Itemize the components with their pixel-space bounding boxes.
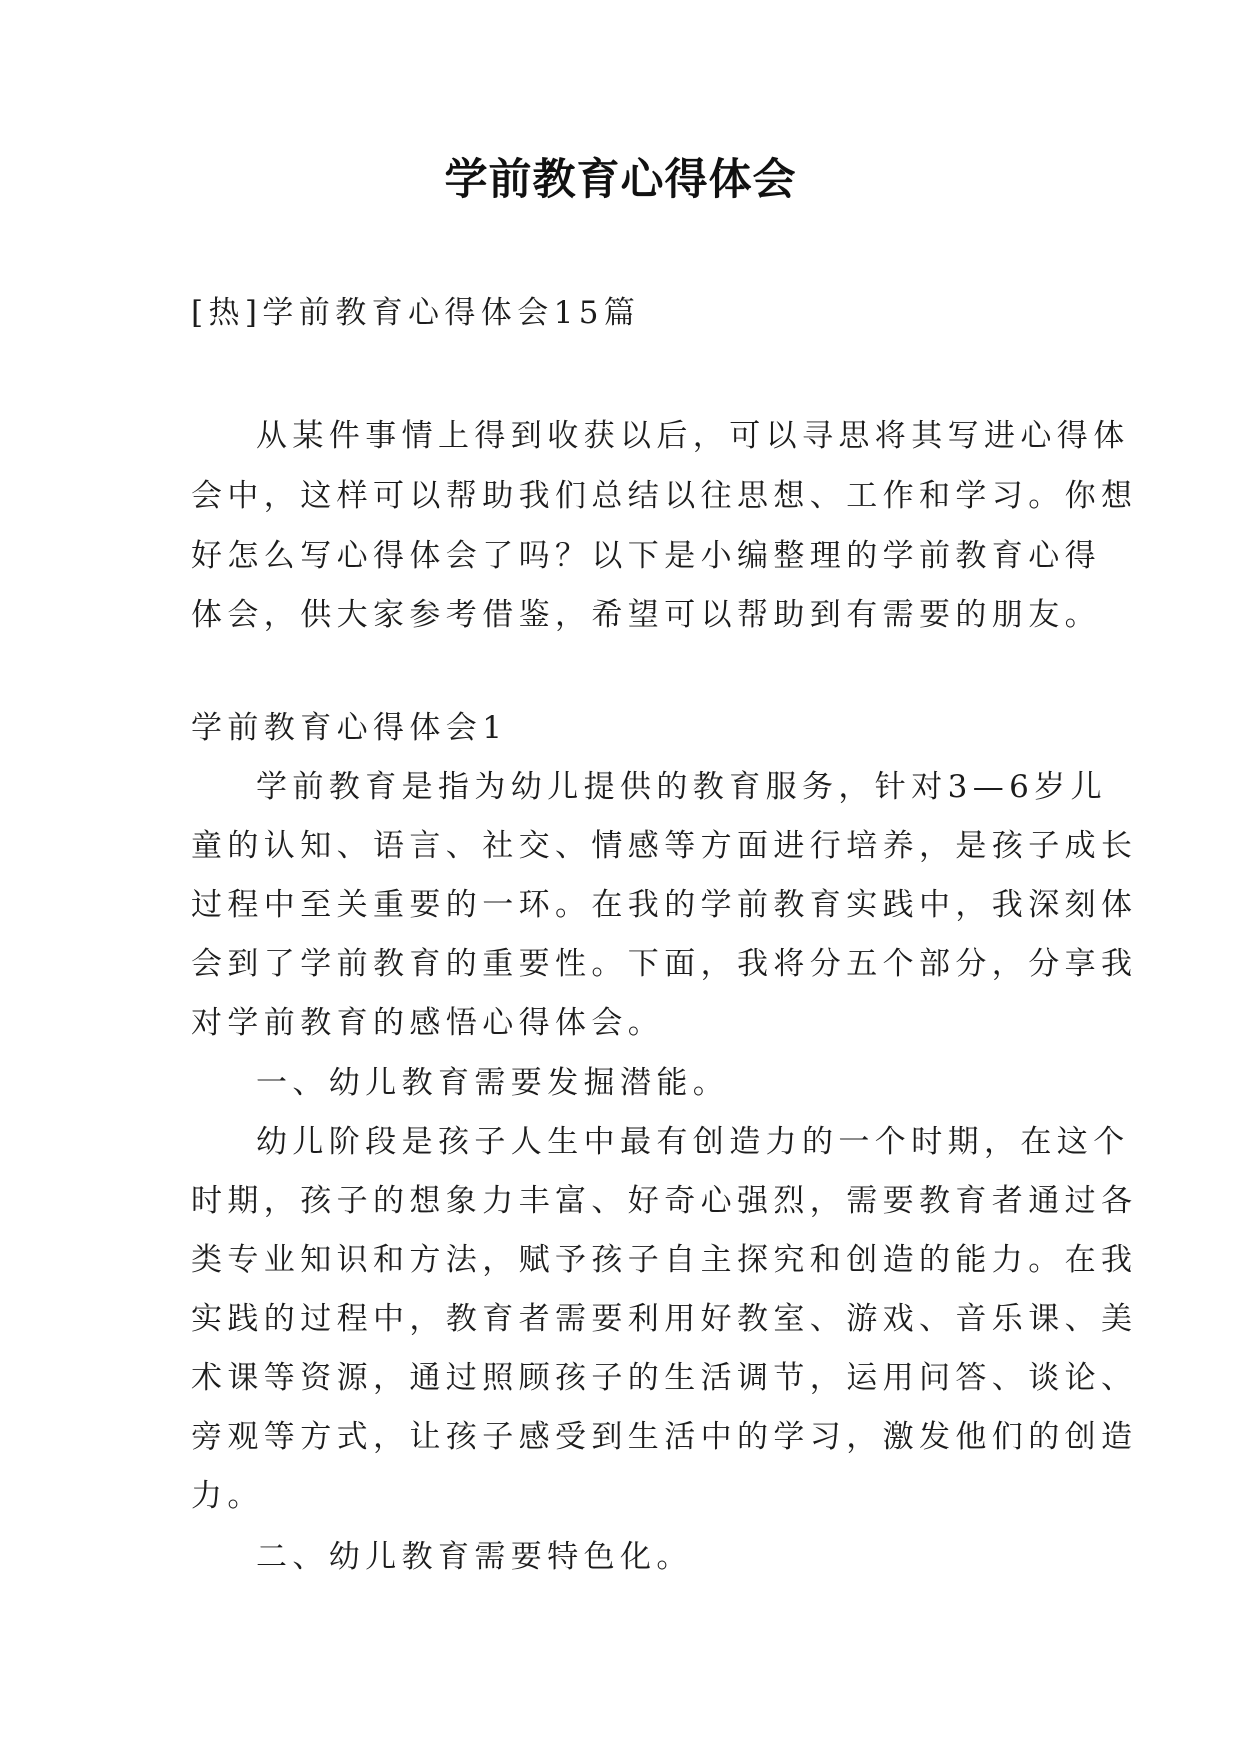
paragraph-line: 术课等资源，通过照顾孩子的生活调节，运用问答、谈论、 bbox=[191, 1360, 1138, 1396]
paragraph-line: 时期，孩子的想象力丰富、好奇心强烈，需要教育者通过各 bbox=[191, 1183, 1138, 1219]
paragraph-line: 类专业知识和方法，赋予孩子自主探究和创造的能力。在我 bbox=[191, 1242, 1138, 1278]
document-title: 学前教育心得体会 bbox=[444, 155, 797, 205]
paragraph-line: 过程中至关重要的一环。在我的学前教育实践中，我深刻体 bbox=[191, 887, 1138, 923]
intro-line: 从某件事情上得到收获以后，可以寻思将其写进心得体 bbox=[256, 418, 1130, 454]
document-subtitle: [热]学前教育心得体会15篇 bbox=[191, 295, 641, 331]
paragraph-line: 童的认知、语言、社交、情感等方面进行培养，是孩子成长 bbox=[191, 828, 1138, 864]
paragraph-line: 幼儿阶段是孩子人生中最有创造力的一个时期，在这个 bbox=[256, 1124, 1130, 1160]
paragraph-line: 力。 bbox=[191, 1478, 264, 1514]
paragraph-line: 会到了学前教育的重要性。下面，我将分五个部分，分享我 bbox=[191, 946, 1138, 982]
point-heading-2: 二、幼儿教育需要特色化。 bbox=[256, 1539, 693, 1575]
intro-line: 会中，这样可以帮助我们总结以往思想、工作和学习。你想 bbox=[191, 478, 1138, 514]
paragraph-line: 对学前教育的感悟心得体会。 bbox=[191, 1005, 665, 1041]
paragraph-line: 旁观等方式，让孩子感受到生活中的学习，激发他们的创造 bbox=[191, 1419, 1138, 1455]
paragraph-line: 实践的过程中，教育者需要利用好教室、游戏、音乐课、美 bbox=[191, 1301, 1138, 1337]
section-heading: 学前教育心得体会1 bbox=[191, 710, 508, 746]
point-heading-1: 一、幼儿教育需要发掘潜能。 bbox=[256, 1065, 730, 1101]
paragraph-line: 学前教育是指为幼儿提供的教育服务，针对3—6岁儿 bbox=[256, 769, 1108, 805]
intro-line: 好怎么写心得体会了吗？以下是小编整理的学前教育心得 bbox=[191, 538, 1101, 574]
intro-line: 体会，供大家参考借鉴，希望可以帮助到有需要的朋友。 bbox=[191, 597, 1101, 633]
